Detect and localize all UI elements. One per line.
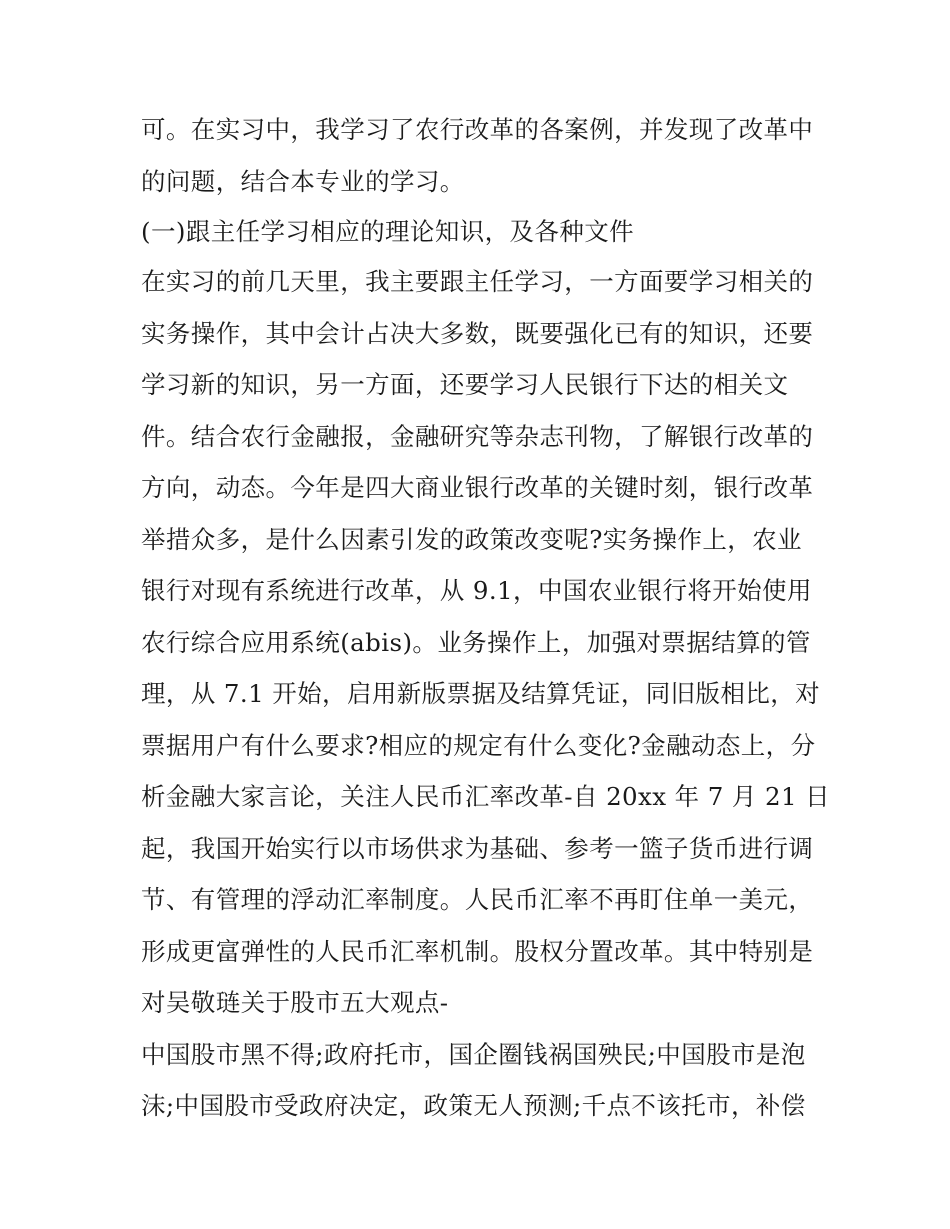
text-line: 可。在实习中，我学习了农行改革的各案例，并发现了改革中 [141,115,814,144]
text-line: 学习新的知识，另一方面，还要学习人民银行下达的相关文 [141,370,789,399]
text-line: 票据用户有什么要求?相应的规定有什么变化?金融动态上，分 [141,730,816,760]
text-line: 起，我国开始实行以市场供求为基础、参考一篮子货币进行调 [141,833,814,863]
text-line: 农行综合应用系统(abis)。业务操作上，加强对票据结算的管 [141,627,811,657]
text-line: 举措众多，是什么因素引发的政策改变呢?实务操作上，农业 [141,524,802,554]
text-line: 形成更富弹性的人民币汇率机制。股权分置改革。其中特别是 [141,936,814,966]
text-line: 对吴敬琏关于股市五大观点- [141,988,449,1017]
text-line: 节、有管理的浮动汇率制度。人民币汇率不再盯住单一美元， [141,885,814,914]
text-line: 析金融大家言论，关注人民币汇率改革-自 20xx 年 7 月 21 日 [141,782,831,811]
text-line: 件。结合农行金融报，金融研究等杂志刊物，了解银行改革的 [141,421,814,451]
text-line: 理，从 7.1 开始，启用新版票据及结算凭证，同旧版相比，对 [141,679,821,708]
text-line: 在实习的前几天里，我主要跟主任学习，一方面要学习相关的 [141,267,814,296]
text-line: 方向，动态。今年是四大商业银行改革的关键时刻，银行改革 [141,473,814,502]
body-text [141,104,831,1132]
text-line: 的问题，结合本专业的学习。 [141,166,465,196]
text-line: 实务操作，其中会计占决大多数，既要强化已有的知识，还要 [141,318,814,348]
text-line: 沫;中国股市受政府决定，政策无人预测;千点不该托市，补偿 [141,1091,806,1120]
section-heading: (一)跟主任学习相应的理论知识，及各种文件 [141,217,635,246]
text-line: 中国股市黑不得;政府托市，国企圈钱祸国殃民;中国股市是泡 [141,1039,806,1069]
text-line: 银行对现有系统进行改革，从 9.1，中国农业银行将开始使用 [141,576,812,605]
